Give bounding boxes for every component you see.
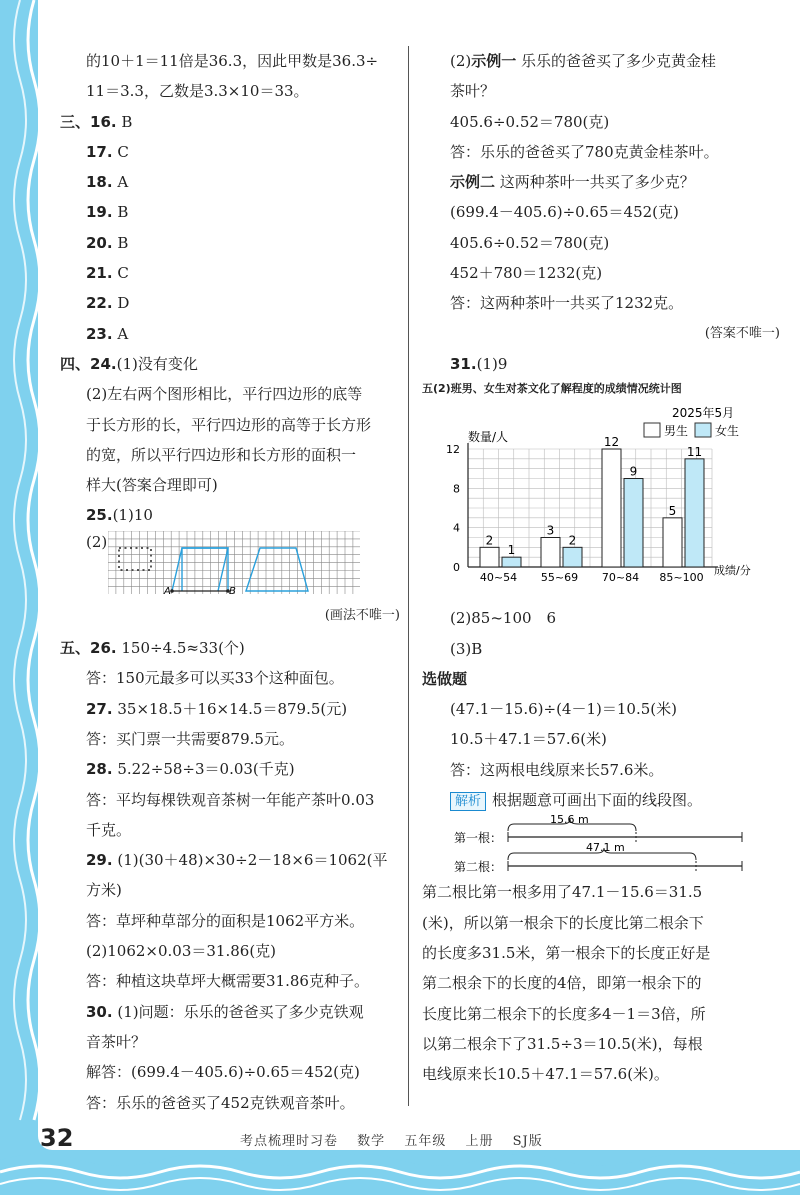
text-span: (1)10 [112,506,153,525]
text-line: 答：这两种茶叶一共买了1232克。 [450,294,684,313]
text-line: (2)85~100 6 [450,609,557,628]
y-tick-label: 12 [446,443,460,457]
text-line: 答：草坪种草部分的面积是1062平方米。 [86,911,365,930]
text-line: 452＋780＝1232(克) [450,264,603,283]
text-span: 35×18.5＋16×14.5＝879.5(元) [117,699,348,718]
answer-25 [60,500,400,530]
legend-male-label: 男生 [664,424,689,439]
question-number: 21. [86,264,113,283]
footer-subject: 数学 [357,1134,386,1149]
text-line: 第二根余下的长度的4倍，即第一根余下的 [422,974,702,993]
text-line [422,167,780,197]
answer-23 [60,319,400,349]
text-line: 答：乐乐的爸爸买了780克黄金桂茶叶。 [450,142,719,161]
bar-value-label: 2 [485,533,494,548]
question-number: 22. [86,294,113,313]
text-span: (1)问题：乐乐的爸爸买了多少克铁观 [117,1002,364,1021]
bar-chart [422,399,780,603]
left-column [60,46,400,1118]
text-span: 这两种茶叶一共买了多少克？ [495,173,695,192]
section-label: 五、 [60,639,91,658]
analysis-tag: 解析 [450,792,486,811]
segment-row-1-label: 第一根： [454,831,503,846]
chart-title: 五(2)班男、女生对茶文化了解程度的成绩情况统计图 [422,382,682,396]
answer-value: A [117,173,129,192]
text-span: (1)9 [476,354,508,373]
answer-17 [60,137,400,167]
answer-19 [60,197,400,227]
footer-grade: 五年级 [404,1134,447,1149]
bar [602,449,621,567]
answer-value: D [117,294,130,313]
text-span: (2) [86,532,108,551]
value-47-1: 47.1 m [586,841,625,855]
bar-value-label: 2 [568,533,577,548]
segment-row-2-label: 第二根： [454,860,503,875]
x-tick-label: 40~54 [479,571,518,585]
text-line: 答：乐乐的爸爸买了452克铁观音茶叶。 [86,1093,355,1112]
text-line: 答：150元最多可以买33个这种面包。 [86,669,344,688]
footer-edition: SJ版 [512,1134,543,1149]
answer-value: B [117,233,129,252]
question-number: 23. [86,324,113,343]
question-number: 27. [86,699,113,718]
text-line: 答：买门票一共需要879.5元。 [86,729,294,748]
answer-30 [60,997,400,1027]
text-line: 的长度多31.5米，第一根余下的长度正好是 [422,943,711,962]
y-axis-label: 数量/人 [468,430,509,445]
answer-note: (答案不唯一) [704,325,780,341]
text-span: 根据题意可画出下面的线段图。 [492,791,703,810]
text-line: 于长方形的长，平行四边形的高等于长方形 [86,415,372,434]
bar [624,479,643,568]
answer-20 [60,228,400,258]
question-number: 19. [86,203,113,222]
text-line: 405.6÷0.52＝780(克) [450,112,610,131]
answer-31 [422,349,780,379]
text-span: 5.22÷58÷3＝0.03(千克) [117,760,295,779]
text-line: 电线原来长10.5＋47.1＝57.6(米)。 [422,1065,669,1084]
text-line: 的宽，所以平行四边形和长方形的面积一 [86,445,357,464]
value-15-6: 15.6 m [550,815,589,827]
label-a: A [164,585,171,595]
text-line: 11＝3.3，乙数是3.3×10＝33。 [86,82,309,101]
bar [563,548,582,568]
example-label: 示例二 [450,173,496,192]
text-line: (3)B [450,639,483,658]
text-span: (1)(30＋48)×30÷2－18×6＝1062(平 [117,851,388,870]
analysis-line [422,785,780,815]
text-line: 10.5＋47.1＝57.6(米) [450,730,607,749]
grid-figure-row [60,531,400,601]
answer-22 [60,288,400,318]
answer-value: B [121,112,133,131]
segment-diagram-svg [422,815,780,877]
answer-29 [60,845,400,875]
bar [541,538,560,568]
page-number: 32 [40,1124,74,1152]
footer-volume: 上册 [465,1134,494,1149]
bar-value-label: 5 [668,504,677,519]
text-line: 音茶叶？ [86,1032,147,1051]
bar-value-label: 9 [629,464,638,479]
question-number: 20. [86,233,113,252]
y-tick-label: 4 [453,521,460,535]
bar-value-label: 12 [603,435,620,450]
text-line: 答：平均每棵铁观音茶树一年能产茶叶0.03 [86,790,375,809]
question-number: 24. [90,354,117,373]
text-span: (2) [450,52,472,70]
section-label: 四、 [60,354,91,373]
bar-value-label: 11 [686,445,703,460]
bar-value-label: 1 [507,543,516,558]
bar [502,557,521,567]
text-line: (699.4－405.6)÷0.65＝452(克) [450,203,679,222]
text-line: 方米) [86,881,122,900]
text-line: 长度比第二根余下的长度多4－1＝3倍，所 [422,1004,706,1023]
x-tick-label: 55~69 [540,571,579,585]
bar [480,548,499,568]
answer-16 [60,107,400,137]
text-line: 样大(答案合理即可) [86,476,218,495]
label-b: B [229,585,236,595]
column-divider [408,46,409,1106]
x-tick-label: 70~84 [601,571,640,585]
answer-value: C [117,264,129,283]
answer-value: B [117,203,129,222]
optional-section-title: 选做题 [422,669,468,688]
text-line: 405.6÷0.52＝780(克) [450,233,610,252]
legend-female-swatch [695,423,711,437]
segment-diagram [422,815,780,877]
text-line: 第二根比第一根多用了47.1－15.6＝31.5 [422,883,703,902]
question-number: 28. [86,760,113,779]
answer-28 [60,754,400,784]
question-number: 29. [86,851,113,870]
answer-value: A [117,324,129,343]
text-line: 千克。 [86,820,132,839]
bar [685,459,704,567]
question-number: 16. [90,112,117,131]
text-line: (2)左右两个图形相比，平行四边形的底等 [86,385,363,404]
right-column [422,46,780,1089]
text-line [422,46,780,76]
bar-chart-svg [422,399,780,603]
question-number: 30. [86,1002,113,1021]
text-line: 答：这两根电线原来长57.6米。 [450,760,664,779]
footer-text [240,1130,557,1149]
text-line: 解答：(699.4－405.6)÷0.65＝452(克) [86,1063,360,1082]
y-tick-label: 0 [453,561,460,575]
example-label: 示例一 [471,52,517,70]
text-span: (1)没有变化 [116,354,198,373]
question-number: 25. [86,506,113,525]
answer-24 [60,349,400,379]
text-line: (47.1－15.6)÷(4－1)＝10.5(米) [450,700,677,719]
bar [663,518,682,567]
question-number: 31. [450,354,477,373]
text-span: 乐乐的爸爸买了多少克黄金桂 [516,52,717,70]
grid-figure [108,531,364,595]
answer-18 [60,167,400,197]
text-span: 150÷4.5≈33(个) [121,639,245,658]
drawing-note: (画法不唯一) [324,607,400,623]
x-tick-label: 85~100 [659,571,704,585]
section-label: 三、 [60,112,91,131]
text-line: 的10＋1＝11倍是36.3，因此甲数是36.3÷ [86,52,379,70]
text-line: (2)1062×0.03＝31.86(克) [86,942,277,961]
text-line: 以第二根余下了31.5÷3＝10.5(米)，每根 [422,1034,703,1053]
footer-book: 考点梳理时习卷 [240,1134,339,1149]
x-axis-label: 成绩/分 [714,564,751,578]
text-line: 答：种植这块草坪大概需要31.86克种子。 [86,972,369,991]
text-line: 茶叶？ [450,82,496,101]
legend-female-label: 女生 [715,424,740,439]
bar-value-label: 3 [546,523,555,538]
legend-male-swatch [644,423,660,437]
answer-value: C [117,142,129,161]
y-tick-label: 8 [453,482,460,496]
question-number: 26. [90,639,117,658]
question-number: 17. [86,142,113,161]
chart-subtitle: 2025年5月 [672,406,735,421]
question-number: 18. [86,173,113,192]
answer-26 [60,633,400,663]
answer-21 [60,258,400,288]
left-wave-border [0,0,40,1195]
answer-27 [60,694,400,724]
text-line: (米)，所以第一根余下的长度比第二根余下 [422,913,704,932]
